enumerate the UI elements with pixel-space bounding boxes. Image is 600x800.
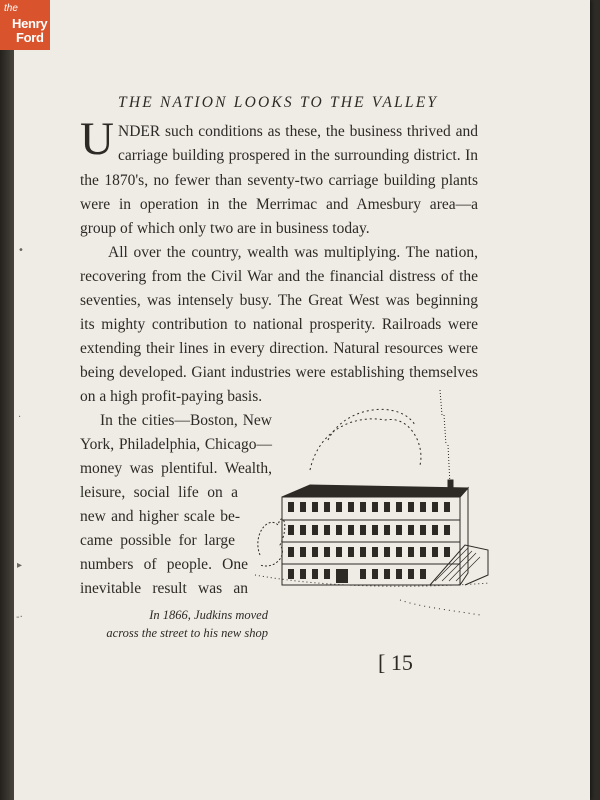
text-line: its mighty contribution to national prosperity. Railroads were [80, 316, 478, 333]
text-line: seventies, was intensely busy. The Great West was beginning [80, 292, 478, 309]
text-line: recovering from the Civil War and the financial distress of the [80, 268, 478, 285]
text-line: came possible for large [80, 532, 235, 549]
text-line: numbers of people. One [80, 556, 248, 573]
chapter-heading: THE NATION LOOKS TO THE VALLEY [118, 94, 439, 111]
drop-cap: U [80, 113, 114, 165]
text-line: extending their lines in every direction. Natural resources were [80, 340, 478, 357]
margin-mark: -· [16, 612, 23, 623]
text-line: NDER such conditions as these, the business thrived and [118, 123, 478, 140]
caption-line: In 1866, Judkins moved [149, 608, 268, 622]
text-line: being developed. Giant industries were establishing themselves [80, 364, 478, 381]
text-line: inevitable result was an [80, 580, 248, 597]
text-line: the 1870's, no fewer than seventy-two carriage building plants [80, 172, 478, 189]
illustration-caption [96, 606, 268, 642]
henry-ford-logo [0, 0, 50, 50]
logo-text-henry: Henry [12, 16, 48, 31]
text-line: carriage building prospered in the surrounding district. In [118, 147, 478, 164]
margin-mark: · [18, 412, 22, 423]
caption-line: across the street to his new shop [106, 626, 268, 640]
text-line: York, Philadelphia, Chicago— [80, 436, 272, 453]
page-edge [590, 0, 600, 800]
text-line: In the cities—Boston, New [100, 412, 272, 429]
text-line: All over the country, wealth was multiplying. The nation, [108, 244, 478, 261]
logo-text-ford: Ford [16, 30, 44, 45]
book-spine [0, 0, 14, 800]
logo-text-the: the [4, 3, 18, 14]
text-line: on a high profit-paying basis. [80, 388, 263, 405]
text-line: money was plentiful. Wealth, [80, 460, 272, 477]
page-number: [ 15 [378, 650, 413, 675]
margin-mark: • [18, 245, 24, 256]
text-line: group of which only two are in business today. [80, 220, 370, 237]
text-line: new and higher scale be- [80, 508, 240, 525]
margin-mark: ▸ [17, 560, 23, 571]
factory-building-sketch-icon [250, 385, 495, 625]
text-line: leisure, social life on a [80, 484, 238, 501]
text-line: were in operation in the Merrimac and Amesbury area—a [80, 196, 478, 213]
